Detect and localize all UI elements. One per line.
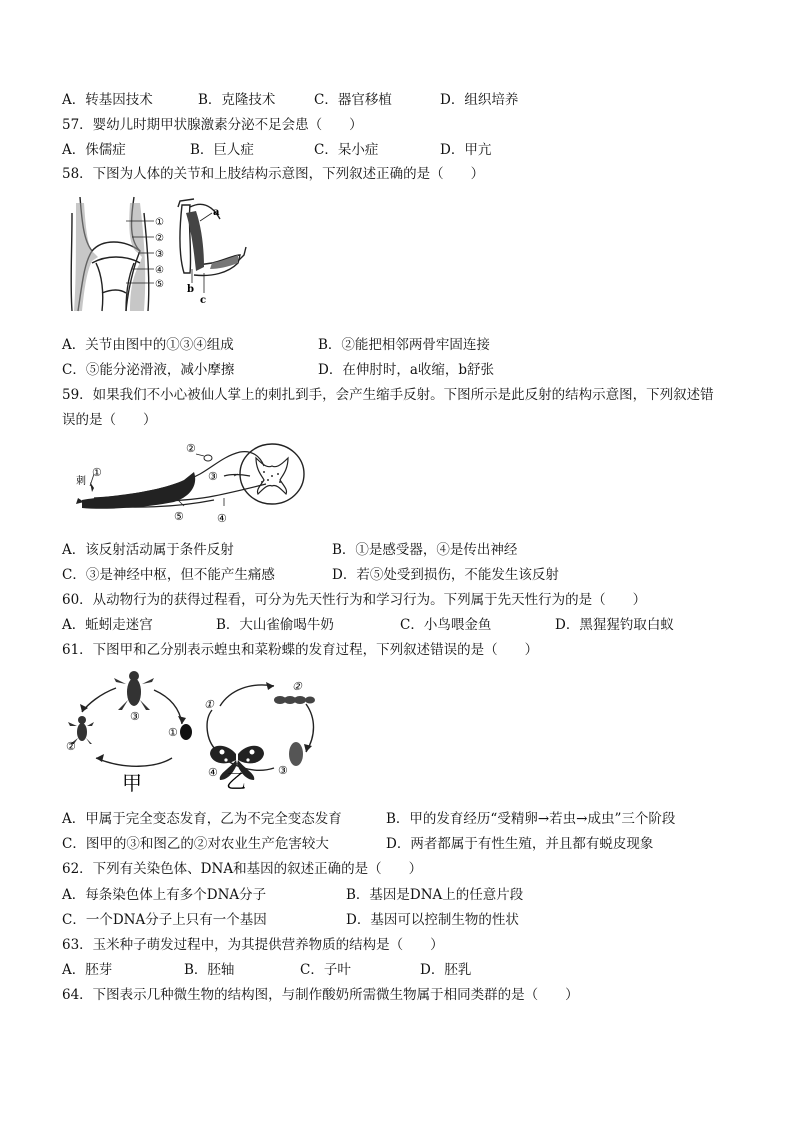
jia-title: 甲 xyxy=(122,771,142,795)
q62-option-b: B．基因是DNA上的任意片段 xyxy=(346,887,524,903)
q56-option-b: B．克隆技术 xyxy=(198,92,276,108)
q56-option-a: A．转基因技术 xyxy=(62,92,153,108)
jia-label-3: ③ xyxy=(130,710,140,723)
joint-label-5: ⑤ xyxy=(155,279,164,290)
q58-stem: 58．下图为人体的关节和上肢结构示意图，下列叙述正确的是（ ） xyxy=(62,166,485,182)
q57-option-d: D．甲亢 xyxy=(440,142,492,158)
q57-option-b: B．巨人症 xyxy=(190,142,254,158)
reflex-label-thorn: 刺 xyxy=(76,476,86,487)
q56-option-d: D．组织培养 xyxy=(440,92,519,108)
q63-option-a: A．胚芽 xyxy=(62,962,113,978)
arm-label-b: b xyxy=(187,284,194,295)
insect-development-figure xyxy=(60,664,330,798)
reflex-label-3: ③ xyxy=(208,470,218,483)
reflex-label-5: ⑤ xyxy=(174,510,184,523)
q61-option-c: C．图甲的③和图乙的②对农业生产危害较大 xyxy=(62,836,329,852)
q60-option-b: B．大山雀偷喝牛奶 xyxy=(216,617,334,633)
q62-option-c: C．一个DNA分子上只有一个基因 xyxy=(62,912,267,928)
arm-label-c: c xyxy=(200,295,207,306)
yi-title: 乙 xyxy=(226,769,246,793)
q63-option-b: B．胚轴 xyxy=(184,962,235,978)
q62-option-d: D．基因可以控制生物的性状 xyxy=(346,912,519,928)
q58-option-a: A．关节由图中的①③④组成 xyxy=(62,337,234,353)
q57-option-c: C．呆小症 xyxy=(314,142,379,158)
joint-label-1: ① xyxy=(155,217,164,228)
q58-option-c: C．⑤能分泌滑液，减小摩擦 xyxy=(62,362,235,378)
q59-option-a: A．该反射活动属于条件反射 xyxy=(62,542,234,558)
reflex-label-2: ② xyxy=(186,442,196,455)
yi-label-4: ④ xyxy=(208,766,218,779)
q59-stem-line1: 59．如果我们不小心被仙人掌上的刺扎到手，会产生缩手反射。下图所示是此反射的结构示意图，下列叙述错 xyxy=(62,387,714,403)
q62-option-a: A．每条染色体上有多个DNA分子 xyxy=(62,887,267,903)
q57-option-a: A．侏儒症 xyxy=(62,142,126,158)
joint-and-arm-figure xyxy=(62,193,248,315)
joint-label-3: ③ xyxy=(155,249,164,260)
q58-option-d: D．在伸肘时，a收缩，b舒张 xyxy=(318,362,495,378)
q62-stem: 62．下列有关染色体、DNA和基因的叙述正确的是（ ） xyxy=(62,861,423,877)
q59-option-d: D．若⑤处受到损伤，不能发生该反射 xyxy=(332,567,559,583)
q63-option-d: D．胚乳 xyxy=(420,962,472,978)
reflex-label-4: ④ xyxy=(217,512,227,525)
q61-option-a: A．甲属于完全变态发育，乙为不完全变态发育 xyxy=(62,811,342,827)
q64-stem: 64．下图表示几种微生物的结构图，与制作酸奶所需微生物属于相同类群的是（ ） xyxy=(62,987,579,1003)
yi-label-3: ③ xyxy=(278,764,288,777)
q60-option-d: D．黑猩猩钓取白蚁 xyxy=(555,617,674,633)
q63-stem: 63．玉米种子萌发过程中，为其提供营养物质的结构是（ ） xyxy=(62,937,444,953)
jia-label-2: ② xyxy=(66,740,76,753)
q58-option-b: B．②能把相邻两骨牢固连接 xyxy=(318,337,490,353)
q61-stem: 61．下图甲和乙分别表示蝗虫和菜粉蝶的发育过程，下列叙述错误的是（ ） xyxy=(62,642,539,658)
q59-stem-line2: 误的是（ ） xyxy=(62,412,157,428)
yi-label-2: ② xyxy=(292,680,302,693)
q60-stem: 60．从动物行为的获得过程看，可分为先天性行为和学习行为。下列属于先天性行为的是（ ） xyxy=(62,592,647,608)
q59-option-b: B．①是感受器，④是传出神经 xyxy=(332,542,518,558)
yi-label-1: ① xyxy=(204,698,214,711)
q57-stem: 57．婴幼儿时期甲状腺激素分泌不足会患（ ） xyxy=(62,117,363,133)
jia-label-1: ① xyxy=(168,726,178,739)
reflex-arc-figure xyxy=(74,436,306,528)
joint-label-4: ④ xyxy=(155,265,164,276)
q61-option-d: D．两者都属于有性生殖，并且都有蜕皮现象 xyxy=(386,836,654,852)
q60-option-a: A．蚯蚓走迷宫 xyxy=(62,617,153,633)
q56-option-c: C．器官移植 xyxy=(314,92,392,108)
q61-option-b: B．甲的发育经历“受精卵→若虫→成虫”三个阶段 xyxy=(386,811,676,827)
q60-option-c: C．小鸟喂金鱼 xyxy=(400,617,492,633)
q59-option-c: C．③是神经中枢，但不能产生痛感 xyxy=(62,567,275,583)
joint-label-2: ② xyxy=(155,233,164,244)
reflex-label-1: ① xyxy=(92,466,102,479)
arm-label-a: a xyxy=(213,207,220,218)
q63-option-c: C．子叶 xyxy=(300,962,351,978)
